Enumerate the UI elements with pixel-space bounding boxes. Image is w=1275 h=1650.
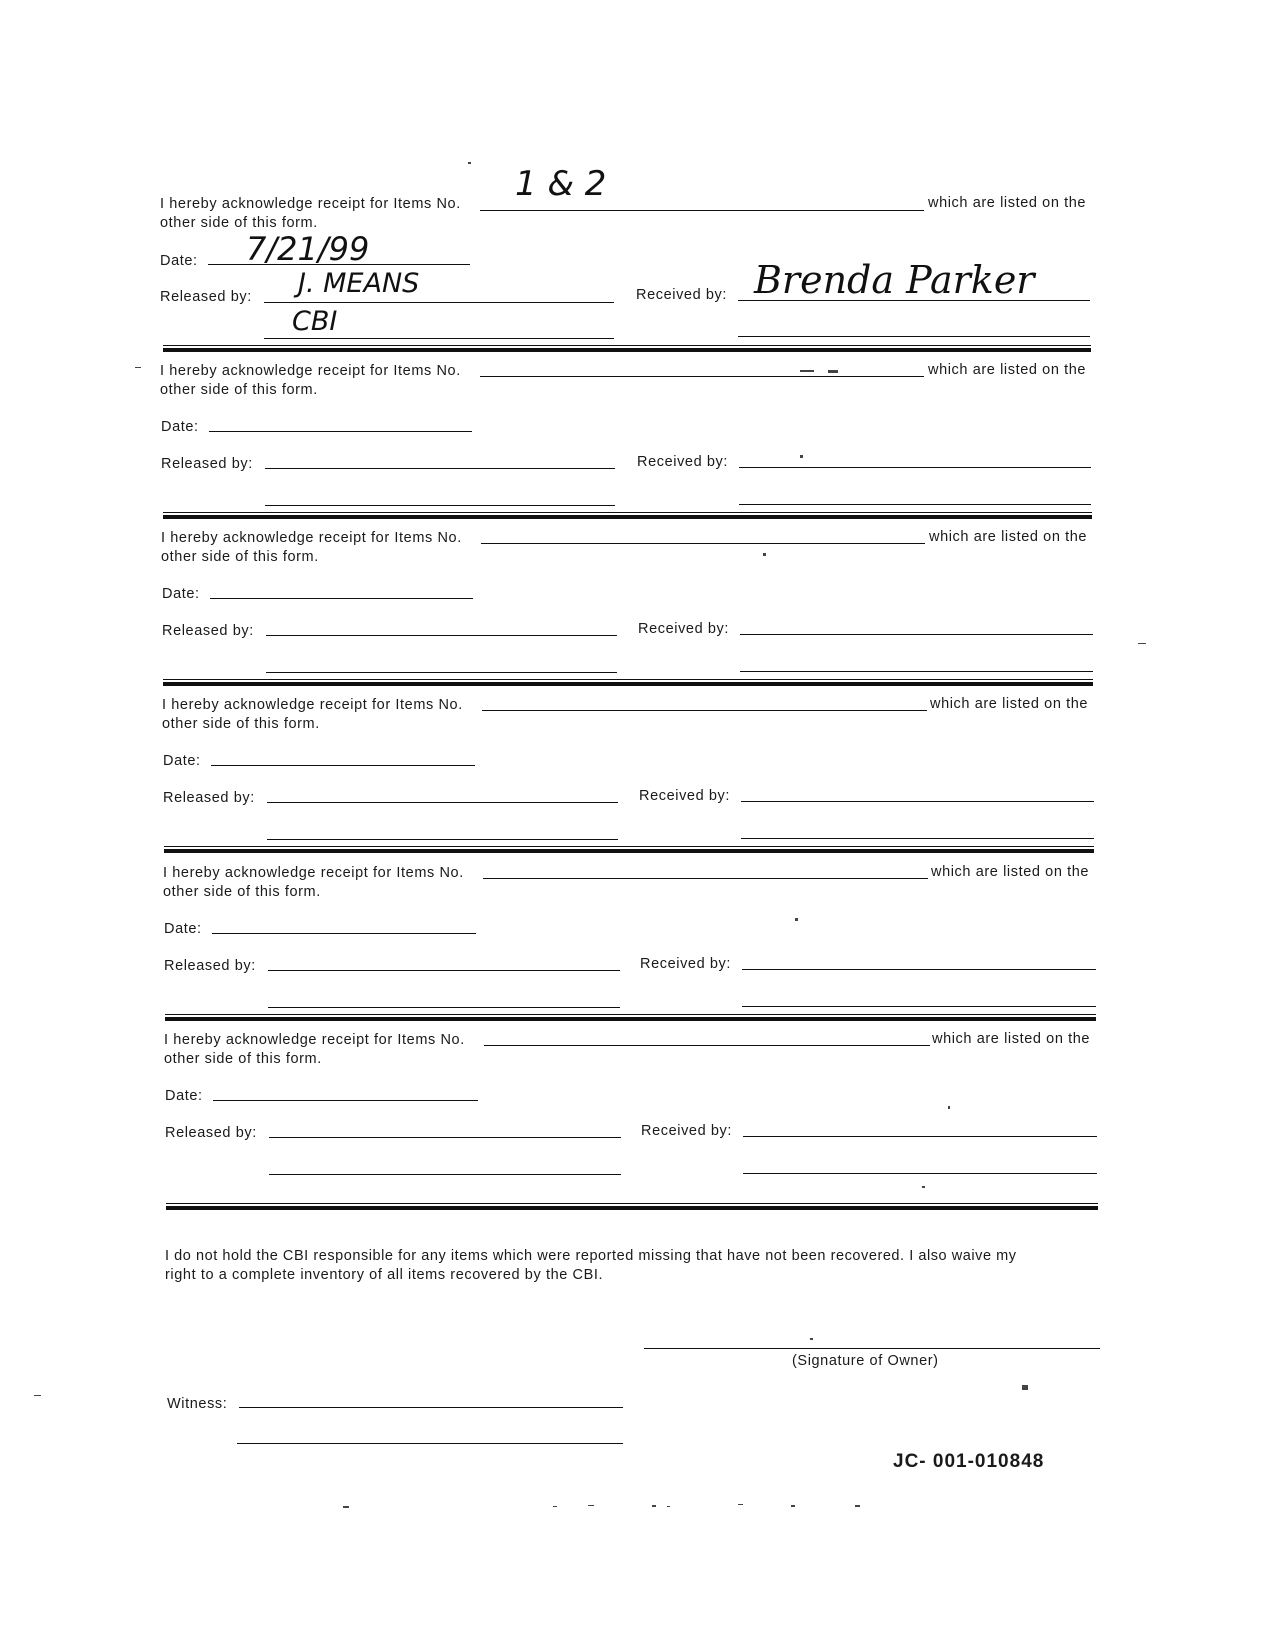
signature-of-owner-label: (Signature of Owner)	[792, 1353, 939, 1369]
other-side-text: other side of this form.	[162, 716, 320, 732]
released-by-handwritten: J. MEANS	[298, 268, 420, 299]
scan-speck	[828, 370, 838, 373]
scan-speck	[1022, 1385, 1028, 1390]
date-label: Date:	[163, 753, 201, 769]
date-label: Date:	[160, 253, 198, 269]
scan-speck	[1138, 643, 1146, 644]
released-line-2	[269, 1174, 621, 1175]
received-by-signature: Brenda Parker	[754, 258, 1035, 302]
received-line-2	[741, 838, 1094, 839]
scan-speck	[855, 1505, 860, 1507]
owner-signature-line	[644, 1348, 1100, 1349]
items-no-handwritten: 1 & 2	[515, 164, 607, 204]
received-line	[739, 467, 1091, 468]
document-code: JC- 001-010848	[893, 1451, 1045, 1472]
section-divider-thin	[164, 846, 1094, 847]
date-line	[213, 1100, 478, 1101]
receipt-prefix: I hereby acknowledge receipt for Items No.	[160, 196, 461, 212]
section-divider-thin	[165, 1014, 1096, 1015]
released-label: Released by:	[164, 958, 256, 974]
scan-speck	[652, 1505, 656, 1507]
section-divider-thin	[163, 345, 1091, 346]
released-label: Released by:	[161, 456, 253, 472]
scan-speck	[791, 1505, 795, 1507]
items-no-line	[480, 210, 924, 211]
receipt-suffix: which are listed on the	[932, 1031, 1091, 1047]
section-divider-thin	[163, 512, 1092, 513]
date-label: Date:	[164, 921, 202, 937]
released-org-handwritten: CBI	[292, 306, 338, 337]
other-side-text: other side of this form.	[164, 1051, 322, 1067]
released-line-2	[267, 839, 618, 840]
released-line	[265, 468, 615, 469]
released-label: Released by:	[160, 289, 252, 305]
received-line-2	[738, 336, 1090, 337]
received-label: Received by:	[639, 788, 731, 804]
received-line	[741, 801, 1094, 802]
items-no-line	[480, 376, 924, 377]
scan-speck	[135, 367, 141, 368]
items-no-line	[484, 1045, 930, 1046]
scan-speck	[468, 162, 471, 164]
received-label: Received by:	[638, 621, 730, 637]
section-divider	[163, 348, 1091, 352]
received-label: Received by:	[641, 1123, 733, 1139]
other-side-text: other side of this form.	[160, 215, 318, 231]
released-line	[269, 1137, 621, 1138]
receipt-suffix: which are listed on the	[930, 696, 1089, 712]
receipt-suffix: which are listed on the	[928, 362, 1087, 378]
disclaimer-line-2: right to a complete inventory of all items recovered by the CBI.	[165, 1267, 604, 1283]
scan-speck	[795, 918, 798, 921]
date-line	[211, 765, 475, 766]
released-line	[266, 635, 617, 636]
date-line	[209, 431, 472, 432]
items-no-line	[481, 543, 925, 544]
other-side-text: other side of this form.	[160, 382, 318, 398]
released-label: Released by:	[162, 623, 254, 639]
receipt-prefix: I hereby acknowledge receipt for Items No.	[164, 1032, 465, 1048]
released-line	[264, 302, 614, 303]
other-side-text: other side of this form.	[163, 884, 321, 900]
witness-line-2	[237, 1443, 623, 1444]
released-label: Released by:	[165, 1125, 257, 1141]
released-label: Released by:	[163, 790, 255, 806]
released-line-2	[265, 505, 615, 506]
receipt-suffix: which are listed on the	[931, 864, 1090, 880]
received-label: Received by:	[640, 956, 732, 972]
received-line	[742, 969, 1096, 970]
released-line-2	[266, 672, 617, 673]
scan-speck	[553, 1506, 557, 1507]
disclaimer-line-1: I do not hold the CBI responsible for any items which were reported missing that have not been recovered. I also waive my	[165, 1248, 1017, 1264]
date-handwritten: 7/21/99	[246, 230, 370, 268]
section-divider	[165, 1017, 1096, 1021]
receipt-prefix: I hereby acknowledge receipt for Items No.	[163, 865, 464, 881]
items-no-line	[483, 878, 928, 879]
date-label: Date:	[162, 586, 200, 602]
scan-speck	[34, 1395, 41, 1396]
date-label: Date:	[165, 1088, 203, 1104]
received-label: Received by:	[637, 454, 729, 470]
received-line-2	[743, 1173, 1097, 1174]
released-line	[268, 970, 620, 971]
scan-speck	[800, 370, 814, 372]
released-line	[267, 802, 618, 803]
other-side-text: other side of this form.	[161, 549, 319, 565]
received-line-2	[740, 671, 1093, 672]
witness-line	[239, 1407, 623, 1408]
date-label: Date:	[161, 419, 199, 435]
scan-speck	[667, 1506, 670, 1507]
section-divider	[164, 849, 1094, 853]
receipt-suffix: which are listed on the	[929, 529, 1088, 545]
released-line-2	[268, 1007, 620, 1008]
received-line-2	[739, 504, 1091, 505]
received-line-2	[742, 1006, 1096, 1007]
scan-speck	[948, 1106, 950, 1109]
receipt-prefix: I hereby acknowledge receipt for Items No.	[162, 697, 463, 713]
scan-speck	[343, 1506, 349, 1508]
scan-speck	[763, 553, 766, 556]
section-divider	[163, 682, 1093, 686]
section-divider-thin	[166, 1203, 1098, 1204]
scan-speck	[800, 455, 803, 458]
date-line	[212, 933, 476, 934]
received-label: Received by:	[636, 287, 728, 303]
receipt-prefix: I hereby acknowledge receipt for Items No.	[160, 363, 461, 379]
witness-label: Witness:	[167, 1396, 228, 1412]
section-divider-thin	[163, 679, 1093, 680]
receipt-prefix: I hereby acknowledge receipt for Items No.	[161, 530, 462, 546]
section-divider	[166, 1206, 1098, 1210]
scan-speck	[738, 1504, 743, 1505]
scan-speck	[922, 1186, 925, 1188]
section-divider	[163, 515, 1092, 519]
receipt-suffix: which are listed on the	[928, 195, 1087, 211]
scan-speck	[588, 1505, 594, 1506]
received-line	[743, 1136, 1097, 1137]
items-no-line	[482, 710, 927, 711]
released-line-2	[264, 338, 614, 339]
scan-speck	[810, 1338, 813, 1340]
received-line	[740, 634, 1093, 635]
date-line	[210, 598, 473, 599]
